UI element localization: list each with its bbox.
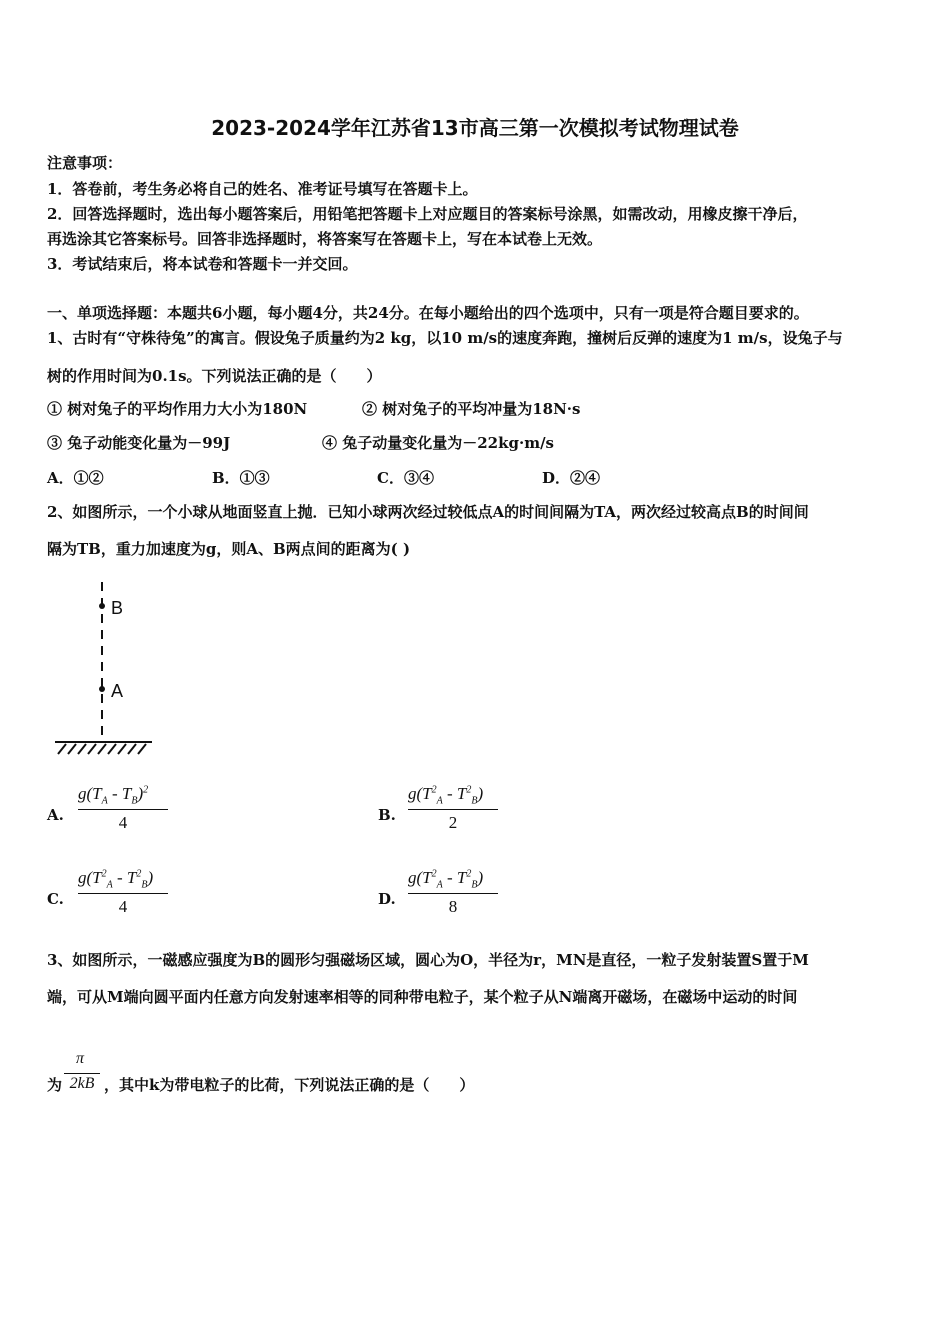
section-heading: 一、单项选择题：本题共6小题，每小题4分，共24分。在每小题给出的四个选项中，只有一项是符合题目要求的。: [47, 304, 809, 322]
vertical-throw-figure: [50, 578, 160, 758]
ground-hatching: [58, 744, 146, 754]
point-b-label: B: [111, 598, 124, 618]
q3-line-2: 端，可从M端向圆平面内任意方向发射速率相等的同种带电粒子，某个粒子从N端离开磁场，在磁场中运动的时间: [47, 988, 798, 1006]
q3-line-3: ，其中k为带电粒子的比荷，下列说法正确的是（ ）: [104, 1076, 475, 1094]
page-title: 2023-2024学年江苏省13市高三第一次模拟考试物理试卷: [211, 116, 739, 140]
q2-option-d-formula: $g(T^2_A - T^2_B)$ 8: [408, 868, 498, 918]
q2-line-2: 隔为TB，重力加速度为g，则A、B两点间的距离为( ): [47, 540, 411, 558]
q1-option-b: B．①③: [212, 469, 270, 487]
q2-option-c-formula: $g(T^2_A - T^2_B)$ 4: [78, 868, 168, 918]
q1-statement-3: ③ 兔子动能变化量为－99J: [47, 434, 231, 452]
q1-line-2: 树的作用时间为0.1s。下列说法正确的是（ ）: [47, 367, 382, 385]
q2-option-c-label: C.: [47, 890, 64, 908]
q1-statement-2: ② 树对兔子的平均冲量为18N·s: [362, 400, 581, 418]
q1-option-c: C．③④: [377, 469, 434, 487]
notice-heading: 注意事项：: [47, 154, 123, 172]
point-a-label: A: [111, 681, 124, 701]
notice-item-1: 1．答卷前，考生务必将自己的姓名、准考证号填写在答题卡上。: [47, 180, 478, 198]
q2-option-a-label: A.: [47, 806, 64, 824]
notice-item-2b: 再选涂其它答案标号。回答非选择题时，将答案写在答题卡上，写在本试卷上无效。: [47, 230, 603, 248]
q3-line-1: 3、如图所示，一磁感应强度为B的圆形匀强磁场区域，圆心为O，半径为r，MN是直径，一粒子发射装置S置于M: [47, 951, 809, 969]
point-a-dot: [99, 686, 105, 692]
point-b-dot: [99, 603, 105, 609]
notice-item-2a: 2．回答选择题时，选出每小题答案后，用铅笔把答题卡上对应题目的答案标号涂黑，如需改动，用橡皮擦干净后，: [47, 205, 808, 223]
q1-statement-1: ① 树对兔子的平均作用力大小为180N: [47, 400, 308, 418]
q1-statement-4: ④ 兔子动量变化量为－22kg·m/s: [322, 434, 554, 452]
q2-line-1: 2、如图所示，一个小球从地面竖直上抛．已知小球两次经过较低点A的时间间隔为TA，两次经过较高点B的时间间: [47, 503, 809, 521]
q2-option-d-label: D.: [378, 890, 396, 908]
q2-option-b-label: B.: [378, 806, 396, 824]
notice-item-3: 3．考试结束后，将本试卷和答题卡一并交回。: [47, 255, 358, 273]
q2-option-a-formula: $g(T_A - T_B)^2$ 4: [78, 784, 168, 834]
q1-option-a: A．①②: [47, 469, 104, 487]
q2-option-b-formula: $g(T^2_A - T^2_B)$ 2: [408, 784, 498, 834]
q3-line-3-prefix: 为: [47, 1076, 63, 1094]
q1-line-1: 1、古时有“守株待兔”的寓言。假设兔子质量约为2 kg，以10 m/s的速度奔跑，撞树后反弹的速度为1 m/s，设兔子与: [47, 329, 843, 347]
q1-option-d: D．②④: [542, 469, 601, 487]
q3-time-fraction: π 2kB: [64, 1050, 102, 1098]
